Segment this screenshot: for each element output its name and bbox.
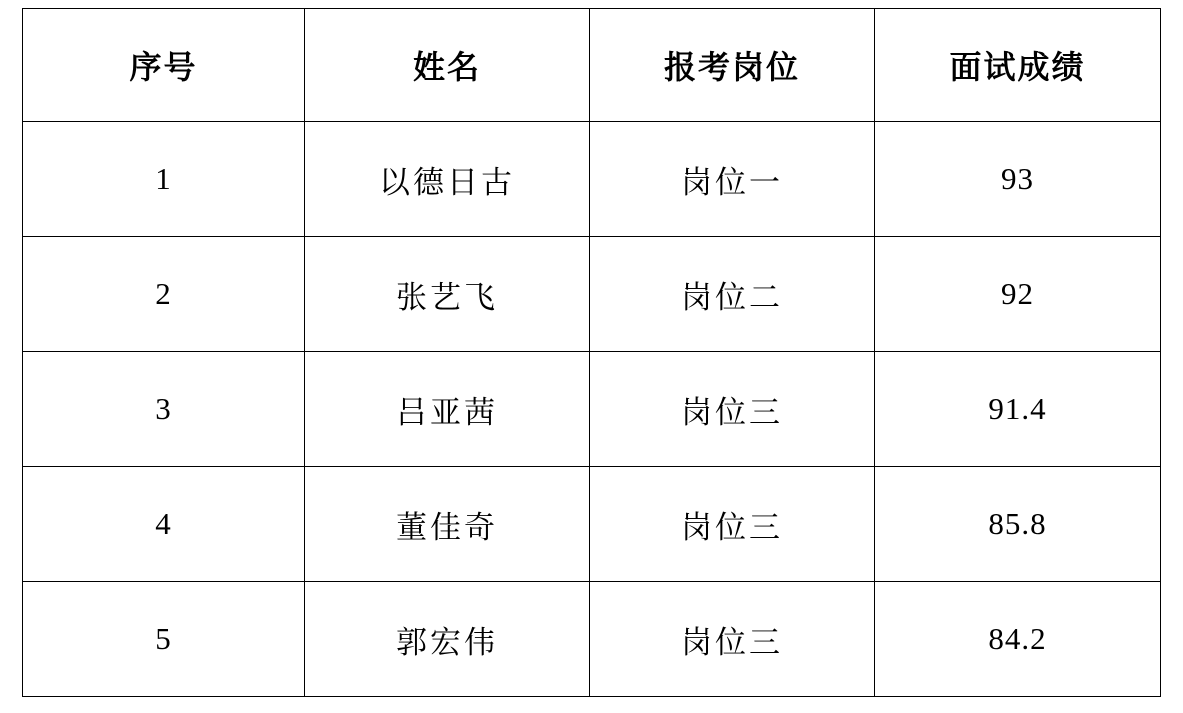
cell-index: 2 [23,237,305,352]
table-row [23,352,1161,467]
cell-name: 吕亚茜 [305,352,590,467]
cell-index: 3 [23,352,305,467]
cell-score: 92 [875,237,1161,352]
cell-name: 郭宏伟 [305,582,590,697]
table-row [23,237,1161,352]
cell-index: 4 [23,467,305,582]
cell-post: 岗位二 [590,237,875,352]
cell-score: 91.4 [875,352,1161,467]
cell-post: 岗位三 [590,582,875,697]
column-header-index: 序号 [23,9,305,122]
cell-score: 84.2 [875,582,1161,697]
cell-name: 张艺飞 [305,237,590,352]
table-header-row [23,9,1161,122]
cell-index: 1 [23,122,305,237]
cell-index: 5 [23,582,305,697]
table-row [23,122,1161,237]
cell-name: 董佳奇 [305,467,590,582]
cell-score: 85.8 [875,467,1161,582]
column-header-post: 报考岗位 [590,9,875,122]
cell-post: 岗位三 [590,352,875,467]
interview-score-table [22,8,1161,697]
table-row [23,582,1161,697]
table-row [23,467,1161,582]
column-header-score: 面试成绩 [875,9,1161,122]
cell-post: 岗位一 [590,122,875,237]
cell-name: 以德日古 [305,122,590,237]
column-header-name: 姓名 [305,9,590,122]
cell-score: 93 [875,122,1161,237]
cell-post: 岗位三 [590,467,875,582]
